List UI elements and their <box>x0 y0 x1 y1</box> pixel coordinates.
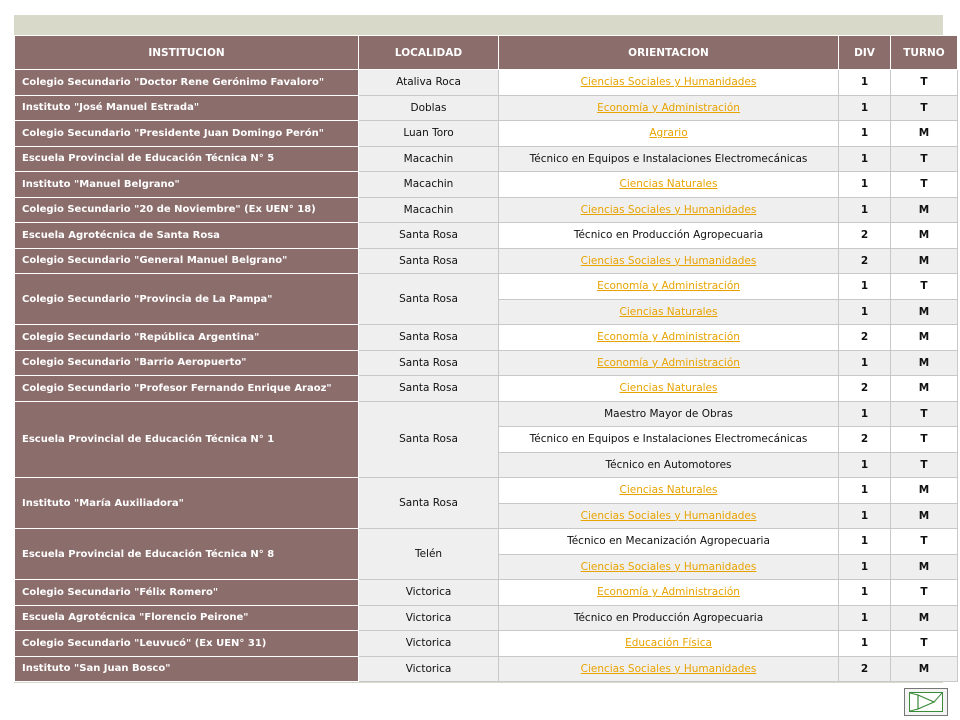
orientacion-link[interactable]: Ciencias Sociales y Humanidades <box>580 509 757 522</box>
cell-localidad: Macachin <box>359 146 499 172</box>
cell-orientacion <box>499 605 839 631</box>
table-row <box>15 529 958 555</box>
header-institucion: INSTITUCION <box>15 36 359 70</box>
orientacion-link[interactable]: Economía y Administración <box>597 280 740 293</box>
cell-orientacion[interactable] <box>499 95 839 121</box>
table-row <box>15 121 958 147</box>
cell-institucion: Colegio Secundario "Presidente Juan Domingo Perón" <box>15 121 359 147</box>
orientacion-text: Técnico en Equipos e Instalaciones Electromecánicas <box>529 152 808 165</box>
cell-div: 2 <box>839 376 891 402</box>
cell-localidad: Telén <box>359 529 499 580</box>
cell-div: 1 <box>839 554 891 580</box>
cell-institucion: Colegio Secundario "Provincia de La Pampa" <box>15 274 359 325</box>
table-header-row <box>15 36 958 70</box>
table-row <box>15 248 958 274</box>
cell-institucion: Colegio Secundario "Leuvucó" (Ex UEN° 31) <box>15 631 359 657</box>
orientacion-link[interactable]: Economía y Administración <box>597 101 740 114</box>
cell-div: 2 <box>839 427 891 453</box>
table-body <box>15 70 958 682</box>
cell-turno: T <box>891 580 958 606</box>
orientacion-link[interactable]: Ciencias Sociales y Humanidades <box>580 662 757 675</box>
cell-orientacion[interactable] <box>499 274 839 300</box>
orientacion-text: Maestro Mayor de Obras <box>604 407 733 420</box>
cell-institucion: Instituto "San Juan Bosco" <box>15 656 359 682</box>
orientacion-link[interactable]: Economía y Administración <box>597 586 740 599</box>
cell-orientacion[interactable] <box>499 197 839 223</box>
cell-div: 2 <box>839 656 891 682</box>
cell-localidad: Victorica <box>359 631 499 657</box>
cell-div: 2 <box>839 325 891 351</box>
table-row <box>15 172 958 198</box>
cell-orientacion[interactable] <box>499 325 839 351</box>
cell-localidad: Victorica <box>359 656 499 682</box>
cell-localidad: Doblas <box>359 95 499 121</box>
cell-institucion: Colegio Secundario "República Argentina" <box>15 325 359 351</box>
cell-div: 1 <box>839 121 891 147</box>
orientacion-link[interactable]: Ciencias Naturales <box>619 178 718 191</box>
cell-turno: T <box>891 146 958 172</box>
next-slide-button[interactable] <box>904 688 948 716</box>
cell-turno: M <box>891 299 958 325</box>
cell-turno: T <box>891 274 958 300</box>
cell-orientacion[interactable] <box>499 376 839 402</box>
cell-orientacion <box>499 401 839 427</box>
cell-div: 1 <box>839 299 891 325</box>
cell-turno: T <box>891 70 958 96</box>
cell-turno: M <box>891 554 958 580</box>
orientacion-link[interactable]: Agrario <box>649 127 688 140</box>
cell-orientacion[interactable] <box>499 503 839 529</box>
cell-localidad: Ataliva Roca <box>359 70 499 96</box>
cell-div: 1 <box>839 274 891 300</box>
table-row <box>15 95 958 121</box>
cell-localidad: Santa Rosa <box>359 274 499 325</box>
cell-orientacion[interactable] <box>499 478 839 504</box>
cell-div: 1 <box>839 95 891 121</box>
orientacion-text: Técnico en Producción Agropecuaria <box>573 229 764 242</box>
cell-turno: T <box>891 631 958 657</box>
cell-orientacion[interactable] <box>499 248 839 274</box>
cell-turno: T <box>891 452 958 478</box>
table-row <box>15 631 958 657</box>
orientacion-text: Técnico en Equipos e Instalaciones Electromecánicas <box>529 433 808 446</box>
cell-institucion: Instituto "María Auxiliadora" <box>15 478 359 529</box>
cell-div: 1 <box>839 70 891 96</box>
cell-orientacion <box>499 146 839 172</box>
cell-orientacion[interactable] <box>499 554 839 580</box>
cell-turno: M <box>891 376 958 402</box>
header-orientacion: ORIENTACION <box>499 36 839 70</box>
cell-institucion: Instituto "José Manuel Estrada" <box>15 95 359 121</box>
cell-turno: M <box>891 121 958 147</box>
table-row <box>15 274 958 300</box>
cell-div: 1 <box>839 529 891 555</box>
cell-localidad: Santa Rosa <box>359 350 499 376</box>
cell-orientacion <box>499 529 839 555</box>
cell-localidad: Santa Rosa <box>359 223 499 249</box>
cell-orientacion[interactable] <box>499 299 839 325</box>
orientacion-link[interactable]: Ciencias Sociales y Humanidades <box>580 76 757 89</box>
table-row <box>15 478 958 504</box>
cell-localidad: Victorica <box>359 580 499 606</box>
next-slide-icon <box>909 692 943 712</box>
table-row <box>15 223 958 249</box>
table-row <box>15 656 958 682</box>
cell-localidad: Macachin <box>359 197 499 223</box>
cell-institucion: Escuela Agrotécnica "Florencio Peirone" <box>15 605 359 631</box>
cell-institucion: Colegio Secundario "Doctor Rene Gerónimo Favaloro" <box>15 70 359 96</box>
cell-institucion: Colegio Secundario "Profesor Fernando Enrique Araoz" <box>15 376 359 402</box>
cell-localidad: Luan Toro <box>359 121 499 147</box>
cell-div: 1 <box>839 478 891 504</box>
cell-institucion: Colegio Secundario "Félix Romero" <box>15 580 359 606</box>
cell-orientacion[interactable] <box>499 121 839 147</box>
header-localidad: LOCALIDAD <box>359 36 499 70</box>
cell-orientacion[interactable] <box>499 631 839 657</box>
cell-turno: M <box>891 503 958 529</box>
cell-orientacion <box>499 452 839 478</box>
cell-orientacion[interactable] <box>499 350 839 376</box>
table-row <box>15 580 958 606</box>
cell-turno: M <box>891 656 958 682</box>
header-div: DIV <box>839 36 891 70</box>
orientacion-text: Técnico en Producción Agropecuaria <box>573 611 764 624</box>
cell-turno: M <box>891 325 958 351</box>
cell-div: 1 <box>839 350 891 376</box>
cell-div: 1 <box>839 172 891 198</box>
cell-institucion: Instituto "Manuel Belgrano" <box>15 172 359 198</box>
cell-div: 1 <box>839 452 891 478</box>
cell-div: 1 <box>839 580 891 606</box>
cell-div: 1 <box>839 401 891 427</box>
cell-orientacion[interactable] <box>499 172 839 198</box>
cell-localidad: Macachin <box>359 172 499 198</box>
cell-orientacion[interactable] <box>499 580 839 606</box>
cell-localidad: Santa Rosa <box>359 478 499 529</box>
cell-orientacion <box>499 427 839 453</box>
orientacion-link[interactable]: Ciencias Naturales <box>619 305 718 318</box>
table-row <box>15 70 958 96</box>
table-row <box>15 146 958 172</box>
orientacion-link[interactable]: Educación Física <box>625 637 712 650</box>
cell-institucion: Colegio Secundario "20 de Noviembre" (Ex UEN° 18) <box>15 197 359 223</box>
cell-div: 1 <box>839 146 891 172</box>
cell-orientacion[interactable] <box>499 70 839 96</box>
cell-div: 1 <box>839 197 891 223</box>
cell-turno: M <box>891 350 958 376</box>
cell-localidad: Santa Rosa <box>359 248 499 274</box>
table-row <box>15 197 958 223</box>
cell-turno: T <box>891 529 958 555</box>
orientacion-link[interactable]: Ciencias Sociales y Humanidades <box>580 560 757 573</box>
table-row <box>15 376 958 402</box>
cell-institucion: Escuela Provincial de Educación Técnica N° 1 <box>15 401 359 478</box>
cell-institucion: Escuela Provincial de Educación Técnica N° 8 <box>15 529 359 580</box>
cell-div: 1 <box>839 503 891 529</box>
cell-institucion: Colegio Secundario "General Manuel Belgrano" <box>15 248 359 274</box>
cell-div: 1 <box>839 631 891 657</box>
cell-turno: T <box>891 172 958 198</box>
schools-table <box>14 35 958 682</box>
cell-institucion: Escuela Agrotécnica de Santa Rosa <box>15 223 359 249</box>
cell-div: 2 <box>839 248 891 274</box>
table-row <box>15 325 958 351</box>
orientacion-link[interactable]: Ciencias Sociales y Humanidades <box>580 203 757 216</box>
orientacion-link[interactable]: Economía y Administración <box>597 331 740 344</box>
orientacion-link[interactable]: Ciencias Sociales y Humanidades <box>580 254 757 267</box>
cell-turno: T <box>891 427 958 453</box>
header-turno: TURNO <box>891 36 958 70</box>
cell-turno: M <box>891 478 958 504</box>
orientacion-link[interactable]: Ciencias Naturales <box>619 484 718 497</box>
cell-institucion: Escuela Provincial de Educación Técnica N° 5 <box>15 146 359 172</box>
cell-turno: T <box>891 401 958 427</box>
cell-orientacion <box>499 223 839 249</box>
table-row <box>15 605 958 631</box>
cell-institucion: Colegio Secundario "Barrio Aeropuerto" <box>15 350 359 376</box>
cell-turno: T <box>891 95 958 121</box>
cell-turno: M <box>891 197 958 223</box>
cell-localidad: Victorica <box>359 605 499 631</box>
cell-div: 2 <box>839 223 891 249</box>
cell-orientacion[interactable] <box>499 656 839 682</box>
orientacion-link[interactable]: Ciencias Naturales <box>619 382 718 395</box>
orientacion-link[interactable]: Economía y Administración <box>597 356 740 369</box>
table-row <box>15 401 958 427</box>
cell-localidad: Santa Rosa <box>359 325 499 351</box>
cell-localidad: Santa Rosa <box>359 376 499 402</box>
orientacion-text: Técnico en Automotores <box>605 458 732 471</box>
cell-localidad: Santa Rosa <box>359 401 499 478</box>
cell-div: 1 <box>839 605 891 631</box>
cell-turno: M <box>891 605 958 631</box>
cell-turno: M <box>891 223 958 249</box>
cell-turno: M <box>891 248 958 274</box>
orientacion-text: Técnico en Mecanización Agropecuaria <box>567 535 770 548</box>
table-row <box>15 350 958 376</box>
